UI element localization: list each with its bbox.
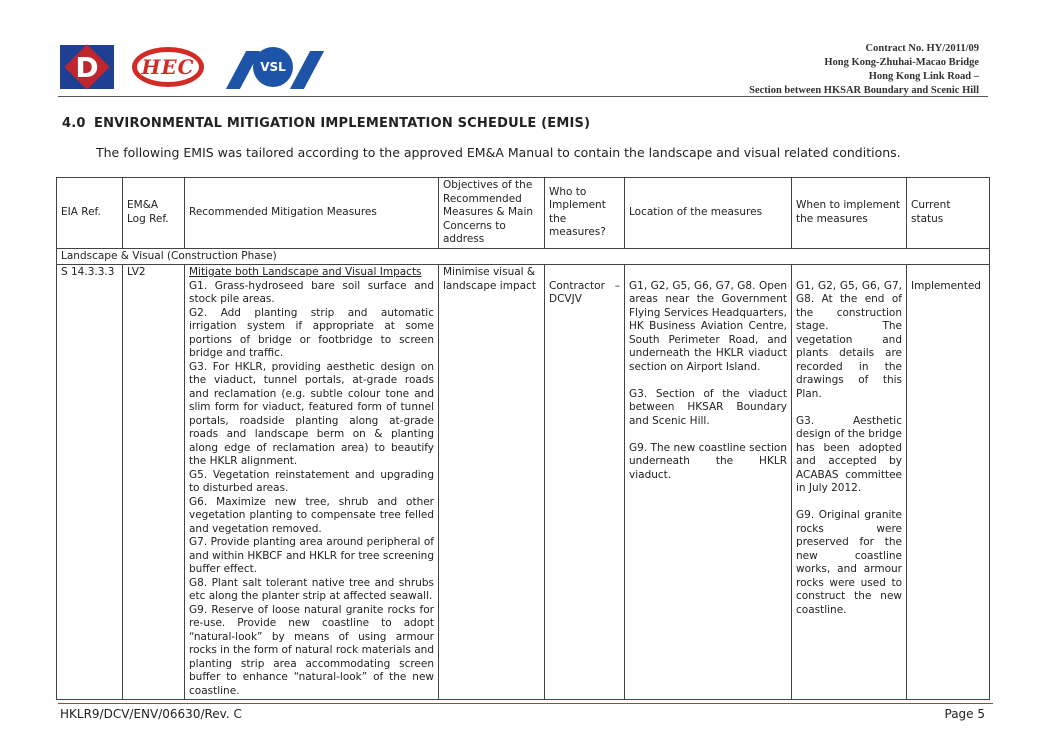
header-eia-ref: EIA Ref. bbox=[57, 178, 123, 249]
hec-logo bbox=[132, 47, 204, 87]
contract-info bbox=[749, 42, 979, 98]
phase-row bbox=[57, 248, 990, 265]
measures-heading: Mitigate both Landscape and Visual Impacts bbox=[189, 266, 422, 278]
spacer bbox=[796, 401, 902, 415]
status-cell bbox=[907, 265, 990, 700]
measure-g9: G9. Reserve of loose natural granite rocks for re-use. Provide new coastline to adopt “natural-look” by means of using armour rocks in the form of natural rock materials and planting strip area accommodating screen buffer to enhance “natural-look” of the new coastline. bbox=[189, 603, 434, 697]
header-ema-log-ref: EM&A Log Ref. bbox=[123, 178, 185, 249]
section-title: ENVIRONMENTAL MITIGATION IMPLEMENTATION SCHEDULE (EMIS) bbox=[94, 116, 591, 131]
spacer bbox=[796, 496, 902, 510]
project-section: Section between HKSAR Boundary and Scenic Hill bbox=[749, 85, 979, 96]
status-text: Implemented bbox=[911, 279, 981, 292]
spacer bbox=[911, 266, 985, 280]
intro-paragraph: The following EMIS was tailored according to the approved EM&A Manual to contain the landscape and visual related conditions. bbox=[96, 145, 901, 160]
measure-g3: G3. For HKLR, providing aesthetic design on the viaduct, tunnel portals, at-grade roads and reclamation (e.g. subtle colour tone and slim form for viaduct, featured form of tunnel portals, roadside planting along at-grade roads and landscape berm on & planting along edge of reclamation area) to beautify the HKLR alignment. bbox=[189, 360, 434, 467]
measure-g8: G8. Plant salt tolerant native tree and shrubs etc along the planter strip at affected seawall. bbox=[189, 576, 434, 602]
spacer bbox=[796, 266, 902, 280]
contract-number: Contract No. HY/2011/09 bbox=[865, 43, 979, 54]
eia-ref-cell: S 14.3.3.3 bbox=[57, 265, 123, 700]
dragages-logo bbox=[60, 45, 114, 89]
location-group-1: G1, G2, G5, G6, G7, G8. Open areas near the Government Flying Services Headquarters, HK Business Aviation Centre, South Perimeter Road, and underneath the HKLR viaduct section on Airport Island. bbox=[629, 279, 787, 373]
section-heading bbox=[62, 116, 590, 131]
vsl-logo-bar-right bbox=[290, 51, 324, 89]
hec-logo-text: HEC bbox=[141, 55, 195, 79]
when-group-9: G9. Original granite rocks were preserved for the new coastline works, and armour rocks were used to construct the new coastline. bbox=[796, 509, 902, 616]
location-group-3: G3. Section of the viaduct between HKSAR Boundary and Scenic Hill. bbox=[629, 387, 787, 427]
vsl-logo-circle bbox=[253, 47, 293, 87]
page-number: Page 5 bbox=[944, 707, 985, 721]
measure-g2: G2. Add planting strip and automatic irrigation system if appropriate at some portions of bridge or footbridge to screen bridge and traffic. bbox=[189, 306, 434, 359]
when-group-3: G3. Aesthetic design of the bridge has been adopted and accepted by ACABAS committee in July 2012. bbox=[796, 414, 902, 494]
table-row bbox=[57, 265, 990, 700]
when-group-1: G1, G2, G5, G6, G7, G8. At the end of the construction stage. The vegetation and plants details are recorded in the drawings of this Plan. bbox=[796, 279, 902, 400]
who-cell bbox=[545, 265, 625, 700]
who-text: Contractor – DCVJV bbox=[549, 279, 620, 305]
phase-label: Landscape & Visual (Construction Phase) bbox=[57, 248, 990, 265]
location-group-9: G9. The new coastline section underneath the HKLR viaduct. bbox=[629, 441, 787, 481]
ema-ref-cell: LV2 bbox=[123, 265, 185, 700]
logo-group bbox=[60, 45, 322, 89]
spacer bbox=[629, 266, 787, 280]
header-divider bbox=[58, 96, 988, 97]
header-when: When to implement the measures bbox=[792, 178, 907, 249]
measure-g1: G1. Grass-hydroseed bare soil surface and stock pile areas. bbox=[189, 279, 434, 305]
spacer bbox=[629, 374, 787, 388]
measures-cell bbox=[185, 265, 439, 700]
measure-g6: G6. Maximize new tree, shrub and other vegetation planting to compensate tree felled and vegetation removed. bbox=[189, 495, 434, 535]
section-number: 4.0 bbox=[62, 116, 86, 131]
document-reference: HKLR9/DCV/ENV/06630/Rev. C bbox=[60, 707, 242, 721]
vsl-logo-text: VSL bbox=[260, 60, 286, 74]
header-objectives: Objectives of the Recommended Measures & Main Concerns to address bbox=[439, 178, 545, 249]
project-name: Hong Kong-Zhuhai-Macao Bridge bbox=[824, 57, 979, 68]
header-who-implements: Who to Implement the measures? bbox=[545, 178, 625, 249]
spacer bbox=[629, 428, 787, 442]
vsl-logo bbox=[224, 45, 322, 89]
emis-table bbox=[56, 177, 990, 700]
measure-g7: G7. Provide planting area around peripheral of and within HKBCF and HKLR for tree screening buffer effect. bbox=[189, 536, 434, 575]
objectives-cell: Minimise visual & landscape impact bbox=[439, 265, 545, 700]
project-subname: Hong Kong Link Road – bbox=[868, 71, 979, 82]
measure-g5: G5. Vegetation reinstatement and upgrading to disturbed areas. bbox=[189, 468, 434, 494]
header-measures: Recommended Mitigation Measures bbox=[185, 178, 439, 249]
spacer bbox=[549, 266, 620, 280]
when-cell bbox=[792, 265, 907, 700]
dragages-logo-letter: D bbox=[75, 50, 99, 84]
page-header bbox=[0, 0, 1047, 100]
location-cell bbox=[625, 265, 792, 700]
footer-divider bbox=[58, 703, 993, 704]
header-location: Location of the measures bbox=[625, 178, 792, 249]
header-status: Current status bbox=[907, 178, 990, 249]
table-header-row bbox=[57, 178, 990, 249]
